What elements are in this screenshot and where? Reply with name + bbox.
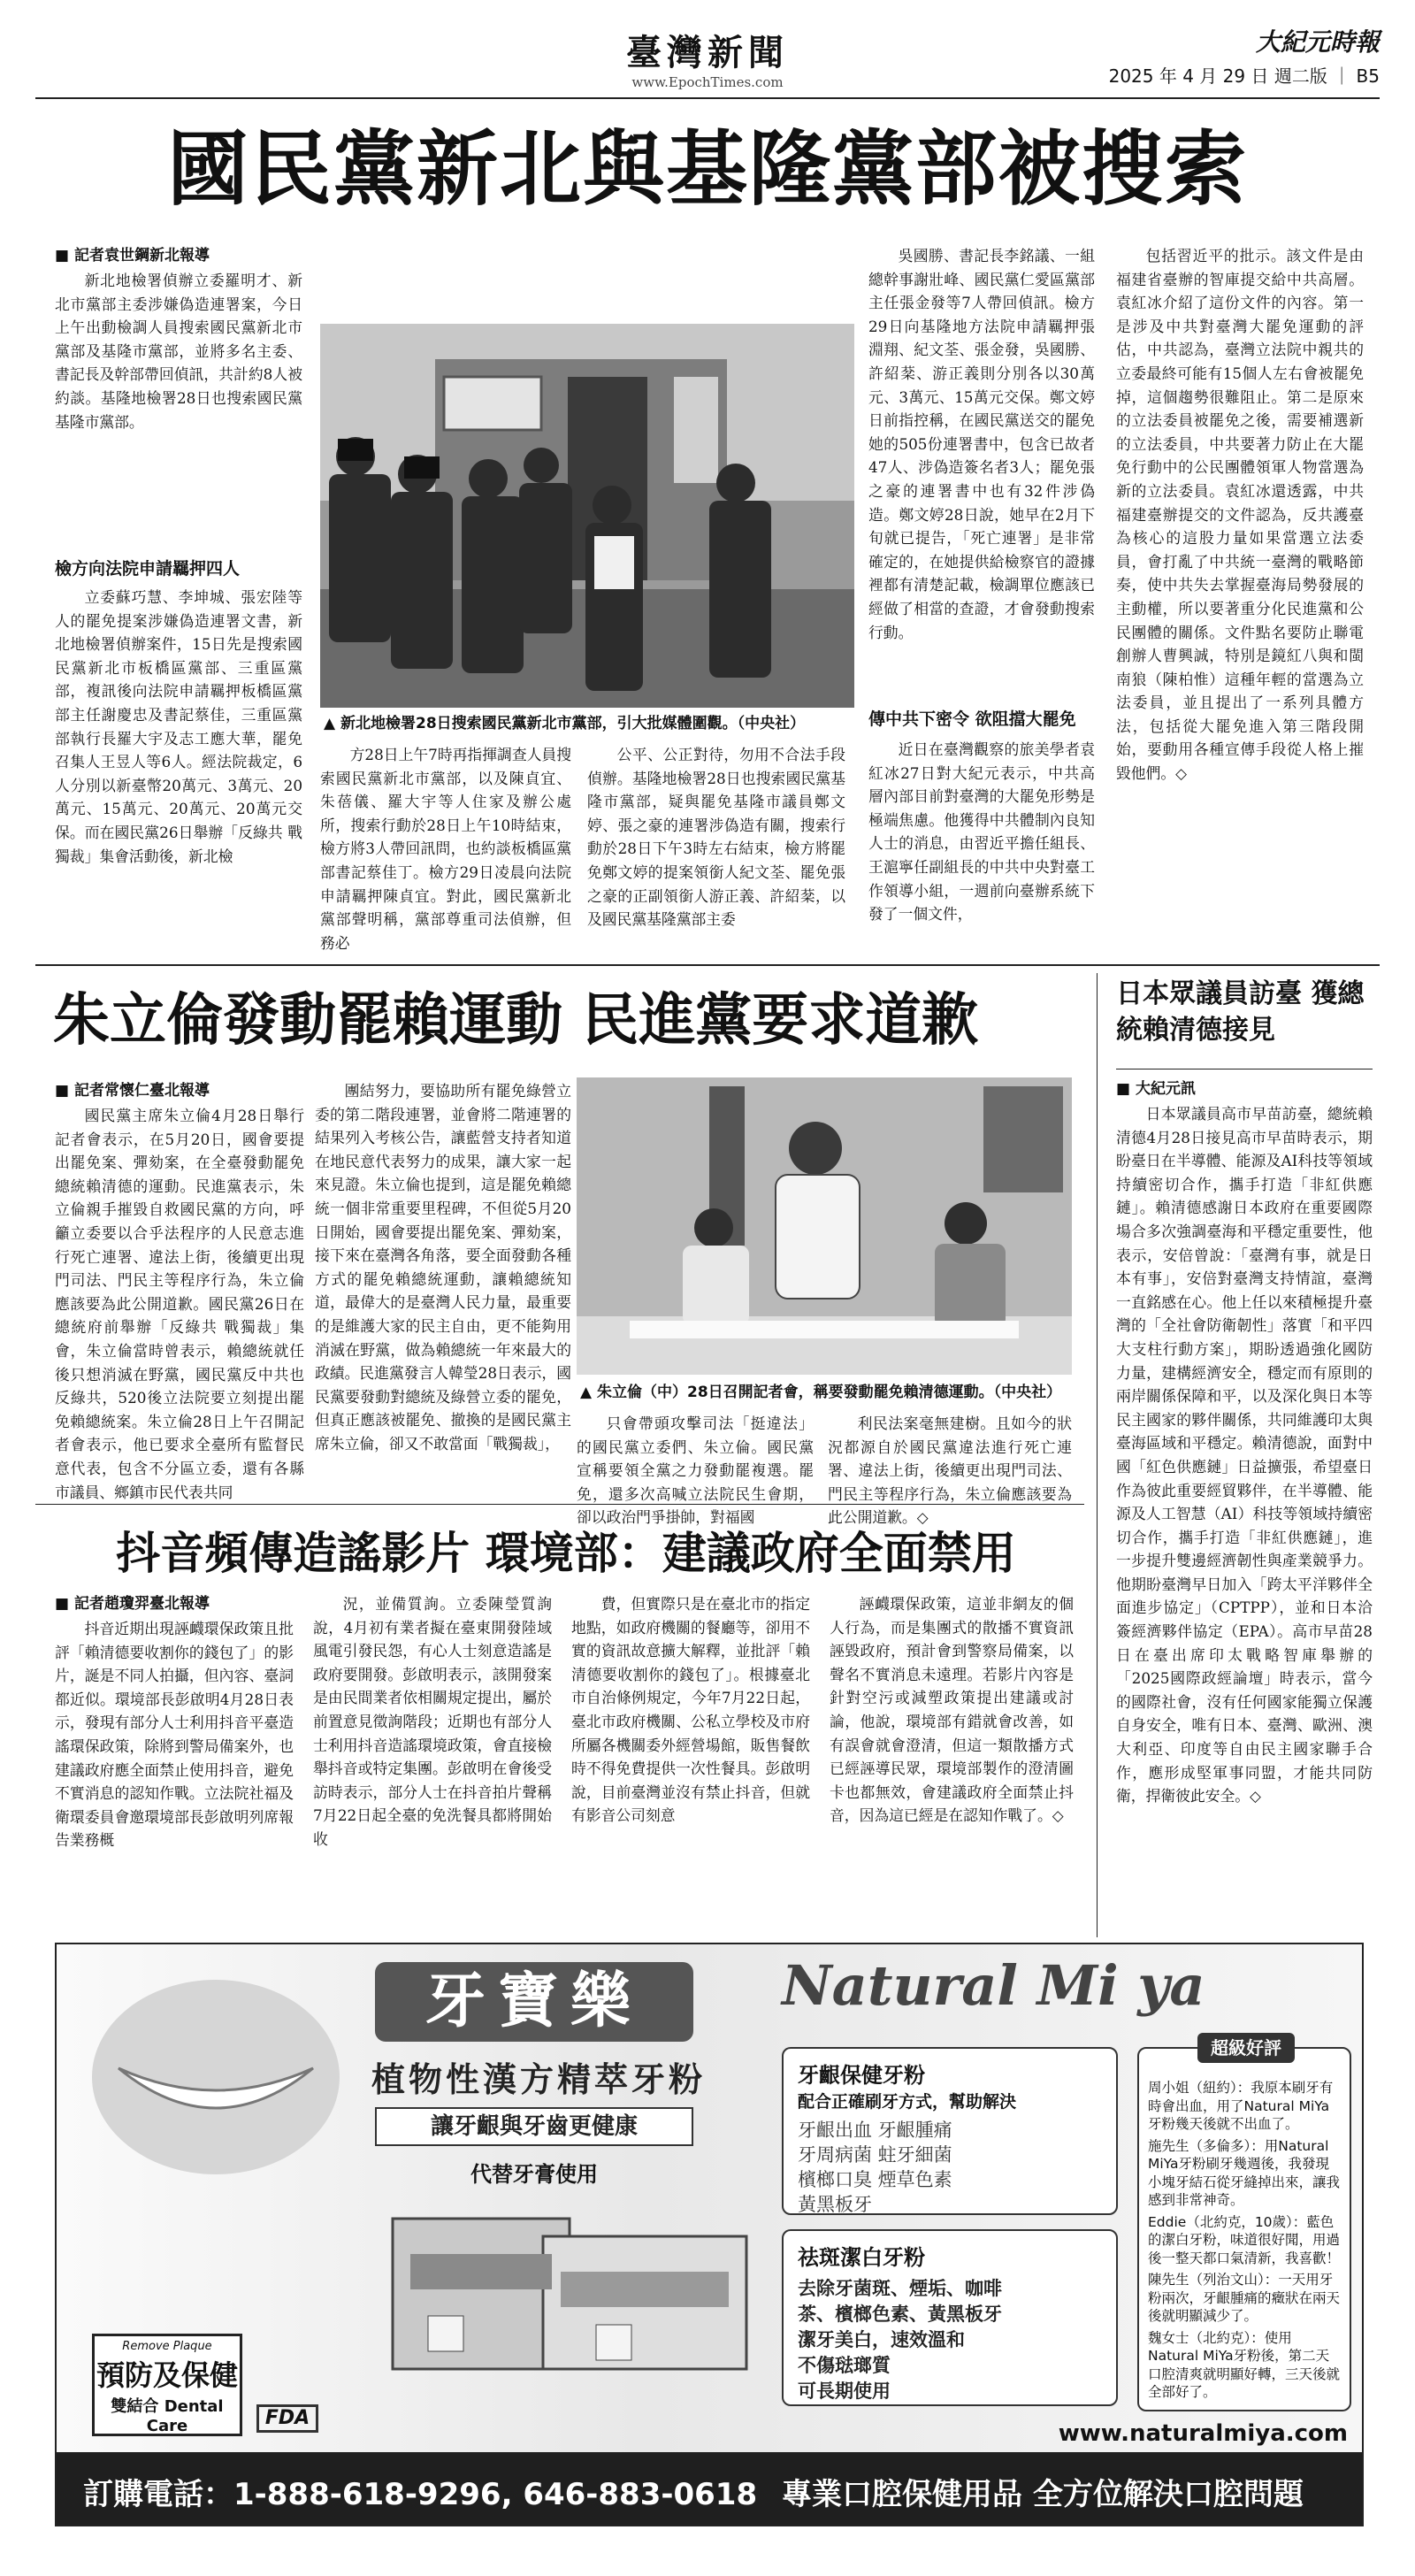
- story3-headline: 抖音頻傳造謠影片 環境部：建議政府全面禁用: [116, 1528, 1016, 1579]
- ad-box2-item: 不傷琺瑯質: [798, 2355, 891, 2376]
- smile-illustration: [83, 1962, 348, 2192]
- story1-subhead1: 檢方向法院申請羈押四人: [55, 559, 241, 579]
- story1-col1: 新北地檢署偵辦立委羅明才、新北市黨部主委涉嫌偽造連署案，今日上午出動檢調人員搜索國民黨新北市黨部及基隆市黨部，並將多名主委、書記長及幹部帶回偵訊，共計約8人被約談。基隆地檢署28日也搜索國民黨基隆市黨部。: [55, 272, 302, 431]
- side-divider: [1097, 973, 1098, 1937]
- side-rule: [1116, 1069, 1373, 1070]
- ad-review: Eddie（北約克，10歲）：藍色的潔白牙粉，味道很好聞，用過後一整天都口氣清新，我喜歡！: [1148, 2213, 1341, 2266]
- story2-rule: [35, 1504, 1084, 1505]
- ad-box2-item: 茶、檳榔色素、黃黑板牙: [798, 2304, 1002, 2325]
- story1-col1b: 立委蘇巧慧、李坤城、張宏陸等人的罷免提案涉嫌偽造連署文書，新北地檢署偵辦案件，15日先是搜索國民黨新北市板橋區黨部、三重區黨部，複訊後向法院申請羈押板橋區黨部主任謝慶忠及書記蔡佳，三重區黨部執行長羅大宇及志工應大華，罷免召集人王昱人等6人。經法院裁定，6人分別以新臺幣20萬元、3萬元、20萬元、15萬元、20萬元、20萬元交保。而在國民黨26日舉辦「反綠共 戰獨裁」集會活動後，新北檢: [55, 588, 302, 865]
- photo-search-scene: [320, 324, 854, 708]
- story1-rule: [35, 964, 1380, 966]
- site-url[interactable]: www.EpochTimes.com: [631, 74, 784, 90]
- story1-subhead2: 傳中共下密令 欲阻擋大罷免: [868, 709, 1076, 729]
- ad-slogan: 讓牙齦與牙齒更健康: [375, 2107, 693, 2146]
- story2-col3: 只會帶頭攻擊司法「挺違法」的國民黨立委們、朱立倫。國民黨宣稱要領全黨之力發動罷複選。罷免，還多次高喊立法院民生會期，卻以政治門爭掛帥，對福國: [577, 1414, 814, 1527]
- paper-name: 大紀元時報: [1255, 27, 1380, 57]
- search-scene-image: [320, 324, 854, 708]
- ad-box2-item: 可長期使用: [798, 2380, 891, 2402]
- ad-review-badge: 超級好評: [1197, 2033, 1295, 2063]
- story1-col5: 包括習近平的批示。該文件是由福建省臺辦的智庫提交給中共高層。袁紅冰介紹了這份文件的內容。第一是涉及中共對臺灣大罷免運動的評估，中共認為，臺灣立法院中親共的立委最終可能有15個人左右會被罷免掉，這個趨勢很難阻止。第二是原來的立法委員被罷免之後，需要補選新的立法委員，中共要著力防止在大罷免行動中的公民團體領軍人物當選為新的立法委員。袁紅冰還透露，中共福建臺辦提交的文件認為，反共護臺為核心的這股力量如果當選立法委員，會打亂了中共統一臺灣的戰略節奏，使中共失去掌握臺海局勢發展的主動權，所以要著重分化民進黨和公民團體的關係。文件點名要防止聯電創辦人曹興誠，特別是鏡紅八與和閩南狼（陳柏惟）這種年輕的當選為立法委員，並且提出了一系列具體方法，包括從大罷免進入第三階段開始，要動用各種宣傳手段從人格上摧毀他們。◇: [1116, 247, 1364, 783]
- masthead-rule: [35, 97, 1380, 99]
- ad-review: 周小姐（紐約）：我原本刷牙有時會出血，用了Natural MiYa牙粉幾天後就不出血了。: [1148, 2080, 1334, 2132]
- ad-badge-top: 預防及保健: [96, 2358, 238, 2392]
- ad-review-list: [1148, 2079, 1341, 2402]
- ad-brand-en: Natural Mi ya: [782, 1953, 1205, 2018]
- ad-url[interactable]: www.naturalmiya.com: [1058, 2420, 1348, 2447]
- ad-reviews: [1137, 2047, 1351, 2411]
- story2-col4: 利民法案毫無建樹。且如今的狀況都源自於國民黨違法進行死亡連署、違法上街，後續更出現門司法、門民主等程序行為，朱立倫應該要為此公開道歉。◇: [828, 1414, 1072, 1527]
- story1-col4: 吳國勝、書記長李銘議、一組總幹事謝壯峰、國民黨仁愛區黨部主任張金發等7人帶回偵訊。檢方29日向基隆地方法院申請羈押張淵翔、紀文荃、張金發，吳國勝、許紹棻、游正義則分別各以30萬元、3萬元、15萬元交保。鄭文婷日前指控稱，在國民黨送交的罷免她的505份連署書中，包含已故者47人、涉偽造簽名者3人；罷免張之豪的連署書中也有32件涉偽造。鄭文婷28日說，她早在2月下旬就已提告，「死亡連署」是非常確定的，在她提供給檢察官的證據裡都有清楚記載，檢調單位應該已經做了相當的查證，才會發動搜索行動。: [868, 247, 1095, 641]
- ad-review: 陳先生（列治文山）：一天用牙粉兩次，牙齦腫痛的癥狀在兩天後就明顯減少了。: [1148, 2272, 1341, 2324]
- story3-col2: 況，並備質詢。立委陳瑩質詢說，4月初有業者擬在臺東開發陸域風電引發民怨，有心人士刻意造謠是政府要開發。彭啟明表示，該開發案是由民間業者依相關規定提出，屬於前置意見徵詢階段；近期也有部分人士利用抖音造謠環境政策，會直接檢舉抖音或特定集團。彭啟明在會後受訪時表示，部分人士在抖音拍片聲稱7月22日起全臺的免洗餐具都將開始收: [313, 1595, 552, 1848]
- story2-col1: 國民黨主席朱立倫4月28日舉行記者會表示，在5月20日，國會要提出罷免案、彈劾案，在全臺發動罷免總統賴清德的運動。民進黨表示，朱立倫親手摧毀自救國民黨的方向，呼籲立委要以合乎法程序的人民意志進行死亡連署、違法上街，後續更出現門司法、門民主等程序行為，朱立倫應該要為此公開道歉。國民黨26日在總統府前舉辦「反綠共 戰獨裁」集會，朱立倫當時曾表示，賴總統就任後只想消滅在野黨，國民黨反中共也反綠共，520後立法院要立刻提出罷免賴總統案。朱立倫28日上午召開記者會表示，他已要求全臺所有監督民意代表，包含不分區立委，還有各縣市議員、鄉鎮市民代表共同: [55, 1107, 304, 1501]
- ad-box1-item: 牙周病菌 蛀牙細菌: [798, 2144, 952, 2166]
- story1-headline: 國民黨新北與基隆黨部被搜索: [166, 121, 1248, 217]
- photo-press-conference: [577, 1077, 1072, 1375]
- story1-col3: 公平、公正對待，勿用不合法手段偵辦。基隆地檢署28日也搜索國民黨基隆市黨部，疑與罷免基隆市議員鄭文婷、張之豪的連署涉偽造有關，搜索行動於28日下午3時左右結束，檢方將罷免鄭文婷的提案領銜人紀文荃、罷免張之豪的正副領銜人游正義、許紹棻，以及國民黨基隆黨部主委: [587, 746, 845, 929]
- story2-headline: 朱立倫發動罷賴運動 民進黨要求道歉: [53, 988, 979, 1054]
- toothpowder-ad[interactable]: [55, 1943, 1364, 2526]
- ad-box1-item: 牙齦出血 牙齦腫痛: [798, 2120, 952, 2141]
- story2-caption: ▲ 朱立倫（中）28日召開記者會，稱要發動罷免賴清德運動。（中央社）: [580, 1384, 1062, 1401]
- side-body: 日本眾議員高市早苗訪臺，總統賴清德4月28日接見高市早苗時表示，期盼臺日在半導體、能源及AI科技等領域持續密切合作，攜手打造「非紅供應鏈」。賴清德感謝日本政府在重要國際場合多次強調臺海和平穩定重要性，他表示，安倍曾說：「臺灣有事，就是日本有事」，安倍對臺灣支持情誼，臺灣一直銘感在心。他上任以來積極提升臺灣的「全社會防衛韌性」落實「和平四大支柱行動方案」，期盼透過強化國防力量，建構經濟安全，穩定而有原則的兩岸關係保障和平，以及深化與日本等民主國家的夥伴關係，共同維護印太與臺海區域和平穩定。賴清德說，面對中國「紅色供應鏈」日益擴張，希望臺日作為彼此重要經貿夥伴，在半導體、能源及人工智慧（AI）科技等領域持續密切合作，攜手打造「非紅供應鏈」，進一步提升雙邊經濟韌性與產業競爭力。他期盼臺灣早日加入「跨太平洋夥伴全面進步協定」（CPTPP），並和日本洽簽經濟夥伴協定（EPA）。高市早苗28日在臺出席印太戰略智庫舉辦的「2025國際政經論壇」時表示，當今的國際社會，沒有任何國家能獨立保護自身安全，唯有日本、臺灣、歐洲、澳大利亞、印度等自由民主國家聯手合作，應形成堅軍事同盟，才能共同防衛，捍衛彼此安全。◇: [1116, 1105, 1373, 1806]
- press-conference-image: [577, 1077, 1072, 1375]
- ad-box1-item: 檳榔口臭 煙草色素: [798, 2169, 952, 2190]
- story1-byline: ■ 記者袁世鋼新北報導: [55, 247, 210, 264]
- ad-box1-title: 牙齦保健牙粉: [798, 2063, 925, 2088]
- ad-phone[interactable]: 訂購電話：1-888-618-9296, 646-883-0618: [83, 2477, 758, 2512]
- ad-review: 施先生（多倫多）：用Natural MiYa牙粉刷牙幾週後，我發現小塊牙結石從牙縫掉出來，讓我感到非常神奇。: [1148, 2137, 1341, 2208]
- story1-col2: 方28日上午7時再指揮調查人員搜索國民黨新北市黨部，以及陳貞宜、朱蓓儀、羅大宇等人住家及辦公處所，搜索行動於28日上午10時結束，檢方將3人帶回訊問，也約談板橋區黨部書記蔡佳丁。檢方29日凌晨向法院申請羈押陳貞宜。對此，國民黨新北黨部聲明稱，黨部尊重司法偵辦，但務必: [320, 746, 571, 952]
- story3-byline: ■ 記者趙瓊羿臺北報導: [55, 1595, 210, 1613]
- story1-col4b: 近日在臺灣觀察的旅美學者袁紅冰27日對大紀元表示，中共高層內部目前對臺灣的大罷免形勢是極端焦慮。他獲得中共體制內良知人士的消息，由習近平擔任組長、王滬寧任副組長的中共中央對臺工作領導小組，一週前向臺辦系統下發了一個文件，: [868, 740, 1095, 924]
- ad-box2: [782, 2229, 1118, 2406]
- story2-col2: 團結努力，要協助所有罷免綠營立委的第二階段連署，並會將二階連署的結果列入考核公告，讓藍營支持者知道在地民意代表努力的成果，讓大家一起來見證。朱立倫也提到，這是罷免賴總統一個非常重要里程碑，不但從5月20日開始，國會要提出罷免案、彈劾案，接下來在臺灣各角落，要全面發動各種方式的罷免賴總統運動，讓賴總統知道，最偉大的是臺灣人民力量，最重要的是維護大家的民主自由，更不能夠用消滅在野黨，做為賴總統一年來最大的政績。民進黨發言人韓瑩28日表示，國民黨要發動對總統及綠營立委的罷免，但真正應該被罷免、撤換的是國民黨主席朱立倫，卻又不敢當面「戰獨裁」，: [315, 1082, 571, 1453]
- ad-box1-sub: 配合正確刷牙方式，幫助解決: [798, 2092, 1017, 2112]
- ad-box2-item: 去除牙菌斑、煙垢、咖啡: [798, 2278, 1002, 2299]
- story3-col1: 抖音近期出現誣衊環保政策且批評「賴清德要收割你的錢包了」的影片，誕是不同人拍攝，但內容、臺詞都近似。環境部長彭啟明4月28日表示，發現有部分人士利用抖音平臺造謠環保政策，除將到警局備案外，也建議政府應全面禁止使用抖音，避免不實消息的認知作戰。立法院社福及衛環委員會邀環境部長彭啟明列席報告業務概: [55, 1620, 294, 1850]
- story3-col3: 費，但實際只是在臺北市的指定地點，如政府機關的餐廳等，卻用不實的資訊故意擴大解釋，並批評「賴清德要收割你的錢包了」。根據臺北市自治條例規定，今年7月22日起，臺北市政府機關、公私立學校及市府所屬各機關委外經營場館，販售餐飲時不得免費提供一次性餐具。彭啟明說，目前臺灣並沒有禁止抖音，但就有影音公司刻意: [571, 1595, 810, 1825]
- ad-box1: [782, 2047, 1118, 2215]
- ad-footer: [57, 2452, 1362, 2525]
- product-packages: [375, 2201, 764, 2387]
- ad-dental-badge: [92, 2334, 242, 2436]
- story2-byline: ■ 記者常懷仁臺北報導: [55, 1082, 210, 1100]
- ad-tagline: 植物性漢方精萃牙粉: [371, 2060, 706, 2099]
- side-byline: ■ 大紀元訊: [1116, 1080, 1196, 1098]
- story3-col4: 誣衊環保政策，這並非網友的個人行為，而是集團式的散播不實資訊誣毀政府，預計會到警察局備案，以聲名不實消息未遠理。若影片內容是針對空污或減塑政策提出建議或討論，他說，環境部有錯就會改善，如有誤會就會澄清，但這一類散播方式已經誣導民眾，環境部製作的澄清圖卡也都無效，會建議政府全面禁止抖音，因為這已經是在認知作戰了。◇: [830, 1595, 1074, 1825]
- ad-review: 魏女士（北約克）：使用Natural MiYa牙粉後，第二天口腔清爽就明顯好轉，三天後就全部好了。: [1148, 2329, 1341, 2400]
- ad-brand-cn: 牙寶樂: [375, 1962, 693, 2042]
- ad-badge-bottom: 雙結合 Dental Care: [111, 2397, 224, 2435]
- side-headline: 日本眾議員訪臺 獲總統賴清德接見: [1116, 978, 1365, 1046]
- story1-caption: ▲ 新北地檢署28日搜索國民黨新北市黨部，引大批媒體圍觀。（中央社）: [324, 715, 806, 732]
- ad-footer-slogan: 專業口腔保健用品 全方位解決口腔問題: [782, 2477, 1304, 2512]
- issue-date: 2025 年 4 月 29 日 週二版 ｜ B5: [1108, 65, 1380, 87]
- ad-badge-en: Remove Plaque: [122, 2340, 212, 2353]
- ad-box2-list: [798, 2276, 1102, 2404]
- ad-box1-item: 黃黑板牙: [798, 2194, 872, 2215]
- ad-box2-title: 祛斑潔白牙粉: [798, 2245, 925, 2270]
- ad-box1-list: [798, 2118, 1102, 2217]
- ad-fda-logo: FDA: [256, 2404, 318, 2433]
- ad-box2-item: 潔牙美白，速效溫和: [798, 2329, 965, 2350]
- section-title: 臺灣新聞: [626, 33, 789, 73]
- ad-agent: 代替牙膏使用: [470, 2162, 598, 2187]
